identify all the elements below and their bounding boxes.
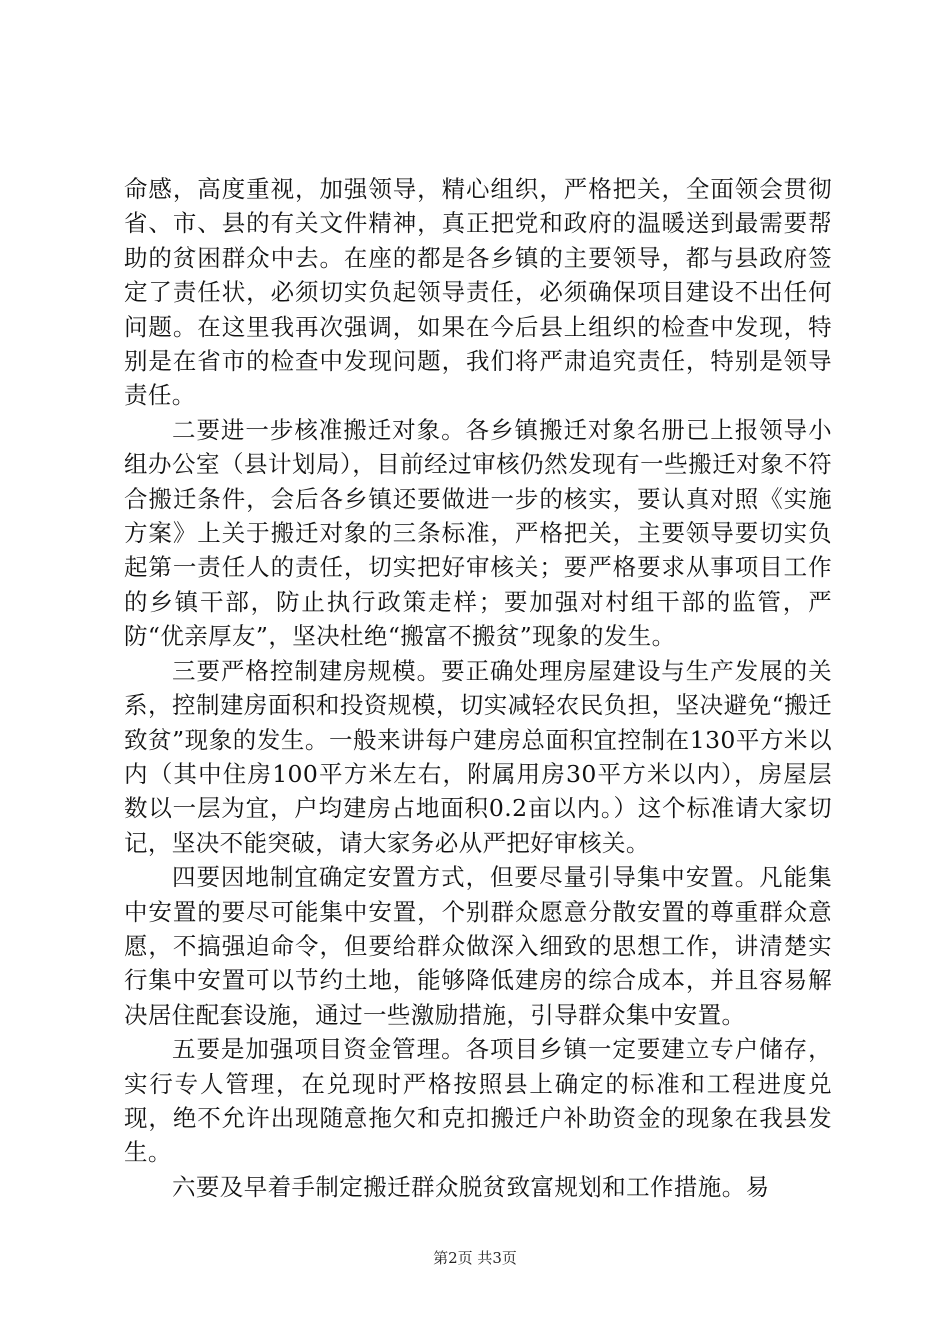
paragraph-control-building-scale: 三要严格控制建房规模。要正确处理房屋建设与生产发展的关系，控制建房面积和投资规模，切实减轻农民负担，坚决避免“搬迁致贫”现象的发生。一般来讲每户建房总面积宜控制在130平方米以内（其中住房100平方米左右，附属用房30平方米以内），房屋层数以一层为宜，户均建房占地面积0.2亩以内。）这个标准请大家切记，坚决不能突破，请大家务必从严把好审核关。	[124, 656, 832, 857]
page-footer	[0, 1247, 950, 1268]
page-number: 第2页 共3页	[433, 1249, 517, 1267]
paragraph-fund-management: 五要是加强项目资金管理。各项目乡镇一定要建立专户储存，实行专人管理，在兑现时严格按照县上确定的标准和工程进度兑现，绝不允许出现随意拖欠和克扣搬迁户补助资金的现象在我县发生。	[124, 1035, 832, 1167]
paragraph-resettlement-method: 四要因地制宜确定安置方式，但要尽量引导集中安置。凡能集中安置的要尽可能集中安置，个别群众愿意分散安置的尊重群众意愿，不搞强迫命令，但要给群众做深入细致的思想工作，讲清楚实行集中安置可以节约土地，能够降低建房的综合成本，并且容易解决居住配套设施，通过一些激励措施，引导群众集中安置。	[124, 863, 832, 1029]
document-body	[124, 172, 832, 1204]
paragraph-poverty-plan: 六要及早着手制定搬迁群众脱贫致富规划和工作措施。易	[172, 1172, 770, 1201]
paragraph-verify-relocation-targets: 二要进一步核准搬迁对象。各乡镇搬迁对象名册已上报领导小组办公室（县计划局），目前经过审核仍然发现有一些搬迁对象不符合搬迁条件，会后各乡镇还要做进一步的核实，要认真对照《实施方案》上关于搬迁对象的三条标准，严格把关，主要领导要切实负起第一责任人的责任，切实把好审核关；要严格要求从事项目工作的乡镇干部，防止执行政策走样；要加强对村组干部的监管，严防“优亲厚友”，坚决杜绝“搬富不搬贫”现象的发生。	[124, 415, 832, 651]
paragraph-continuation: 命感，高度重视，加强领导，精心组织，严格把关，全面领会贯彻省、市、县的有关文件精神，真正把党和政府的温暖送到最需要帮助的贫困群众中去。在座的都是各乡镇的主要领导，都与县政府签定了责任状，必须切实负起领导责任，必须确保项目建设不出任何问题。在这里我再次强调，如果在今后县上组织的检查中发现，特别是在省市的检查中发现问题，我们将严肃追究责任，特别是领导责任。	[124, 175, 832, 410]
